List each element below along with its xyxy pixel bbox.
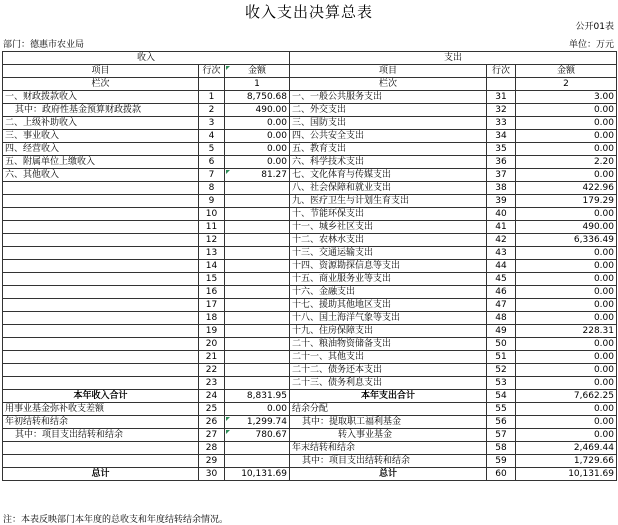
- income-amount: [225, 273, 290, 286]
- expense-amount: 0.00: [516, 169, 617, 182]
- expense-line: 36: [487, 156, 516, 169]
- expense-item: 转入事业基金: [290, 429, 487, 442]
- income-line: 18: [199, 312, 225, 325]
- expense-amount: 228.31: [516, 325, 617, 338]
- table-row: [3, 260, 617, 273]
- table-row: [3, 338, 617, 351]
- table-row: [3, 390, 617, 403]
- table-row: [3, 117, 617, 130]
- table-row: [3, 169, 617, 182]
- income-item: [3, 299, 199, 312]
- income-item: 六、其他收入: [3, 169, 199, 182]
- expense-item: 二、外交支出: [290, 104, 487, 117]
- table-row: [3, 442, 617, 455]
- expense-amount: 0.00: [516, 117, 617, 130]
- expense-line-header: 行次: [487, 65, 516, 78]
- income-line: 3: [199, 117, 225, 130]
- expense-line: 55: [487, 403, 516, 416]
- expense-amount: 0.00: [516, 286, 617, 299]
- income-amount: 0.00: [225, 156, 290, 169]
- income-item: [3, 260, 199, 273]
- expense-item: 十三、交通运输支出: [290, 247, 487, 260]
- income-item: [3, 286, 199, 299]
- income-line: 5: [199, 143, 225, 156]
- table-row: [3, 377, 617, 390]
- income-item: [3, 234, 199, 247]
- income-amount: [225, 325, 290, 338]
- income-line: 13: [199, 247, 225, 260]
- income-amount: [225, 247, 290, 260]
- expense-line: 51: [487, 351, 516, 364]
- income-item: 本年收入合计: [3, 390, 199, 403]
- expense-item: 二十一、其他支出: [290, 351, 487, 364]
- table-row: [3, 325, 617, 338]
- income-amount: 8,831.95: [225, 390, 290, 403]
- income-line: 26: [199, 416, 225, 429]
- income-amount: [225, 260, 290, 273]
- income-item: [3, 377, 199, 390]
- income-amount: [225, 455, 290, 468]
- expense-item: 十六、金融支出: [290, 286, 487, 299]
- table-row: [3, 91, 617, 104]
- income-item: [3, 351, 199, 364]
- expense-item: 十二、农林水支出: [290, 234, 487, 247]
- expense-line: 54: [487, 390, 516, 403]
- header-row-colnum: [3, 78, 617, 91]
- income-item: 三、事业收入: [3, 130, 199, 143]
- income-item: [3, 325, 199, 338]
- expense-line: 41: [487, 221, 516, 234]
- income-amount-header: 金额: [225, 65, 290, 78]
- footnote: 注：本表反映部门本年度的总收支和年度结转结余情况。: [3, 515, 229, 525]
- expense-item: 十八、国土海洋气象等支出: [290, 312, 487, 325]
- table-row: [3, 364, 617, 377]
- income-line: 16: [199, 286, 225, 299]
- income-item: 四、经营收入: [3, 143, 199, 156]
- income-item-header: 项目: [3, 65, 199, 78]
- expense-item: 九、医疗卫生与计划生育支出: [290, 195, 487, 208]
- income-line: 25: [199, 403, 225, 416]
- income-amount: [225, 195, 290, 208]
- income-amount: 780.67: [225, 429, 290, 442]
- income-line: 30: [199, 468, 225, 481]
- table-row: [3, 195, 617, 208]
- expense-section-header: 支出: [290, 52, 617, 65]
- table-row: [3, 351, 617, 364]
- expense-col-blank: [487, 78, 516, 91]
- expense-amount: 0.00: [516, 104, 617, 117]
- income-item: [3, 247, 199, 260]
- expense-amount: 0.00: [516, 364, 617, 377]
- table-row: [3, 208, 617, 221]
- table-row: [3, 182, 617, 195]
- expense-line: 47: [487, 299, 516, 312]
- table-row: [3, 234, 617, 247]
- expense-line: 58: [487, 442, 516, 455]
- expense-line: 44: [487, 260, 516, 273]
- income-line: 2: [199, 104, 225, 117]
- unit-label: 单位：万元: [568, 40, 614, 50]
- expense-line: 40: [487, 208, 516, 221]
- income-amount: 10,131.69: [225, 468, 290, 481]
- expense-item-header: 项目: [290, 65, 487, 78]
- table-row: [3, 429, 617, 442]
- expense-amount: 2.20: [516, 156, 617, 169]
- income-amount: 0.00: [225, 403, 290, 416]
- expense-item: 年末结转和结余: [290, 442, 487, 455]
- income-item: 年初结转和结余: [3, 416, 199, 429]
- expense-amount: 0.00: [516, 208, 617, 221]
- expense-item: 二十、粮油物资储备支出: [290, 338, 487, 351]
- expense-line: 32: [487, 104, 516, 117]
- expense-line: 53: [487, 377, 516, 390]
- income-line: 4: [199, 130, 225, 143]
- table-row: [3, 468, 617, 481]
- expense-amount: 0.00: [516, 247, 617, 260]
- expense-line: 56: [487, 416, 516, 429]
- income-amount: [225, 351, 290, 364]
- header-row-sections: [3, 52, 617, 65]
- income-amount: 1,299.74: [225, 416, 290, 429]
- income-line: 6: [199, 156, 225, 169]
- table-code: 公开01表: [575, 22, 614, 32]
- expense-col-number: 2: [516, 78, 617, 91]
- income-item: [3, 182, 199, 195]
- expense-line: 45: [487, 273, 516, 286]
- income-line-header: 行次: [199, 65, 225, 78]
- expense-amount: 0.00: [516, 429, 617, 442]
- expense-amount: 3.00: [516, 91, 617, 104]
- income-line: 7: [199, 169, 225, 182]
- expense-amount: 0.00: [516, 416, 617, 429]
- expense-item: 十五、商业服务业等支出: [290, 273, 487, 286]
- expense-amount: 10,131.69: [516, 468, 617, 481]
- income-item: [3, 208, 199, 221]
- income-item: 二、上级补助收入: [3, 117, 199, 130]
- expense-amount: 7,662.25: [516, 390, 617, 403]
- income-item: 其中：项目支出结转和结余: [3, 429, 199, 442]
- expense-line: 37: [487, 169, 516, 182]
- income-line: 11: [199, 221, 225, 234]
- department-label: 部门：德惠市农业局: [3, 40, 85, 50]
- expense-amount: 0.00: [516, 260, 617, 273]
- income-amount: 0.00: [225, 117, 290, 130]
- table-row: [3, 312, 617, 325]
- expense-item: 结余分配: [290, 403, 487, 416]
- table-row: [3, 156, 617, 169]
- income-line: 19: [199, 325, 225, 338]
- income-col-label: 栏次: [3, 78, 199, 91]
- table-title: 收入支出决算总表: [244, 3, 373, 21]
- expense-item: 二十二、债务还本支出: [290, 364, 487, 377]
- expense-item: 七、文化体育与传媒支出: [290, 169, 487, 182]
- income-item: 用事业基金弥补收支差额: [3, 403, 199, 416]
- income-line: 17: [199, 299, 225, 312]
- income-line: 22: [199, 364, 225, 377]
- budget-table: [2, 51, 617, 481]
- expense-amount: 0.00: [516, 338, 617, 351]
- expense-item: 其中：提取职工福利基金: [290, 416, 487, 429]
- income-line: 29: [199, 455, 225, 468]
- expense-amount: 0.00: [516, 403, 617, 416]
- expense-line: 33: [487, 117, 516, 130]
- income-line: 14: [199, 260, 225, 273]
- income-amount: [225, 442, 290, 455]
- income-item: [3, 195, 199, 208]
- expense-amount: 0.00: [516, 273, 617, 286]
- income-item: [3, 312, 199, 325]
- expense-amount: 0.00: [516, 312, 617, 325]
- income-line: 20: [199, 338, 225, 351]
- table-row: [3, 286, 617, 299]
- expense-line: 59: [487, 455, 516, 468]
- expense-line: 42: [487, 234, 516, 247]
- expense-item: 其中：项目支出结转和结余: [290, 455, 487, 468]
- income-item: [3, 221, 199, 234]
- income-amount: [225, 286, 290, 299]
- table-row: [3, 143, 617, 156]
- income-section-header: 收入: [3, 52, 290, 65]
- expense-amount: 179.29: [516, 195, 617, 208]
- expense-amount: 490.00: [516, 221, 617, 234]
- income-amount: 0.00: [225, 143, 290, 156]
- expense-line: 31: [487, 91, 516, 104]
- income-amount: 81.27: [225, 169, 290, 182]
- expense-item: 三、国防支出: [290, 117, 487, 130]
- table-row: [3, 299, 617, 312]
- expense-amount: 0.00: [516, 143, 617, 156]
- income-line: 21: [199, 351, 225, 364]
- income-amount: 8,750.68: [225, 91, 290, 104]
- expense-item: 本年支出合计: [290, 390, 487, 403]
- income-line: 8: [199, 182, 225, 195]
- expense-line: 38: [487, 182, 516, 195]
- expense-item: 八、社会保障和就业支出: [290, 182, 487, 195]
- expense-item: 十一、城乡社区支出: [290, 221, 487, 234]
- expense-line: 35: [487, 143, 516, 156]
- expense-line: 52: [487, 364, 516, 377]
- income-line: 15: [199, 273, 225, 286]
- income-amount: [225, 312, 290, 325]
- income-line: 12: [199, 234, 225, 247]
- expense-amount: 0.00: [516, 299, 617, 312]
- expense-line: 49: [487, 325, 516, 338]
- income-amount: [225, 234, 290, 247]
- expense-amount-header: 金额: [516, 65, 617, 78]
- table-row: [3, 221, 617, 234]
- expense-item: 十七、援助其他地区支出: [290, 299, 487, 312]
- income-amount: [225, 364, 290, 377]
- expense-item: 二十三、债务利息支出: [290, 377, 487, 390]
- income-line: 24: [199, 390, 225, 403]
- header-row-columns: [3, 65, 617, 78]
- expense-col-label: 栏次: [290, 78, 487, 91]
- income-line: 23: [199, 377, 225, 390]
- income-line: 9: [199, 195, 225, 208]
- income-line: 27: [199, 429, 225, 442]
- income-item: [3, 338, 199, 351]
- expense-line: 46: [487, 286, 516, 299]
- income-amount: [225, 208, 290, 221]
- expense-line: 57: [487, 429, 516, 442]
- table-row: [3, 403, 617, 416]
- expense-amount: 0.00: [516, 130, 617, 143]
- expense-line: 50: [487, 338, 516, 351]
- expense-item: 四、公共安全支出: [290, 130, 487, 143]
- expense-amount: 6,336.49: [516, 234, 617, 247]
- expense-item: 六、科学技术支出: [290, 156, 487, 169]
- expense-line: 48: [487, 312, 516, 325]
- income-amount: 0.00: [225, 130, 290, 143]
- income-amount: [225, 377, 290, 390]
- expense-amount: 0.00: [516, 377, 617, 390]
- income-item: 总计: [3, 468, 199, 481]
- income-col-number: 1: [225, 78, 290, 91]
- income-line: 1: [199, 91, 225, 104]
- expense-amount: 0.00: [516, 351, 617, 364]
- income-item: [3, 364, 199, 377]
- table-row: [3, 130, 617, 143]
- expense-amount: 1,729.66: [516, 455, 617, 468]
- expense-item: 十四、资源勘探信息等支出: [290, 260, 487, 273]
- income-amount: [225, 182, 290, 195]
- expense-line: 39: [487, 195, 516, 208]
- income-amount: [225, 299, 290, 312]
- table-row: [3, 455, 617, 468]
- income-line: 28: [199, 442, 225, 455]
- expense-amount: 2,469.44: [516, 442, 617, 455]
- expense-line: 60: [487, 468, 516, 481]
- expense-item: 十、节能环保支出: [290, 208, 487, 221]
- expense-item: 总计: [290, 468, 487, 481]
- income-col-blank: [199, 78, 225, 91]
- expense-item: 一、一般公共服务支出: [290, 91, 487, 104]
- expense-amount: 422.96: [516, 182, 617, 195]
- table-row: [3, 104, 617, 117]
- income-item: 一、财政拨款收入: [3, 91, 199, 104]
- income-item: 其中：政府性基金预算财政拨款: [3, 104, 199, 117]
- expense-item: 五、教育支出: [290, 143, 487, 156]
- expense-line: 34: [487, 130, 516, 143]
- expense-line: 43: [487, 247, 516, 260]
- expense-item: 十九、住房保障支出: [290, 325, 487, 338]
- income-item: 五、附属单位上缴收入: [3, 156, 199, 169]
- income-line: 10: [199, 208, 225, 221]
- income-amount: [225, 221, 290, 234]
- table-row: [3, 247, 617, 260]
- income-item: [3, 455, 199, 468]
- income-amount: [225, 338, 290, 351]
- table-row: [3, 273, 617, 286]
- income-item: [3, 442, 199, 455]
- table-body: [3, 91, 617, 481]
- income-amount: 490.00: [225, 104, 290, 117]
- table-row: [3, 416, 617, 429]
- income-item: [3, 273, 199, 286]
